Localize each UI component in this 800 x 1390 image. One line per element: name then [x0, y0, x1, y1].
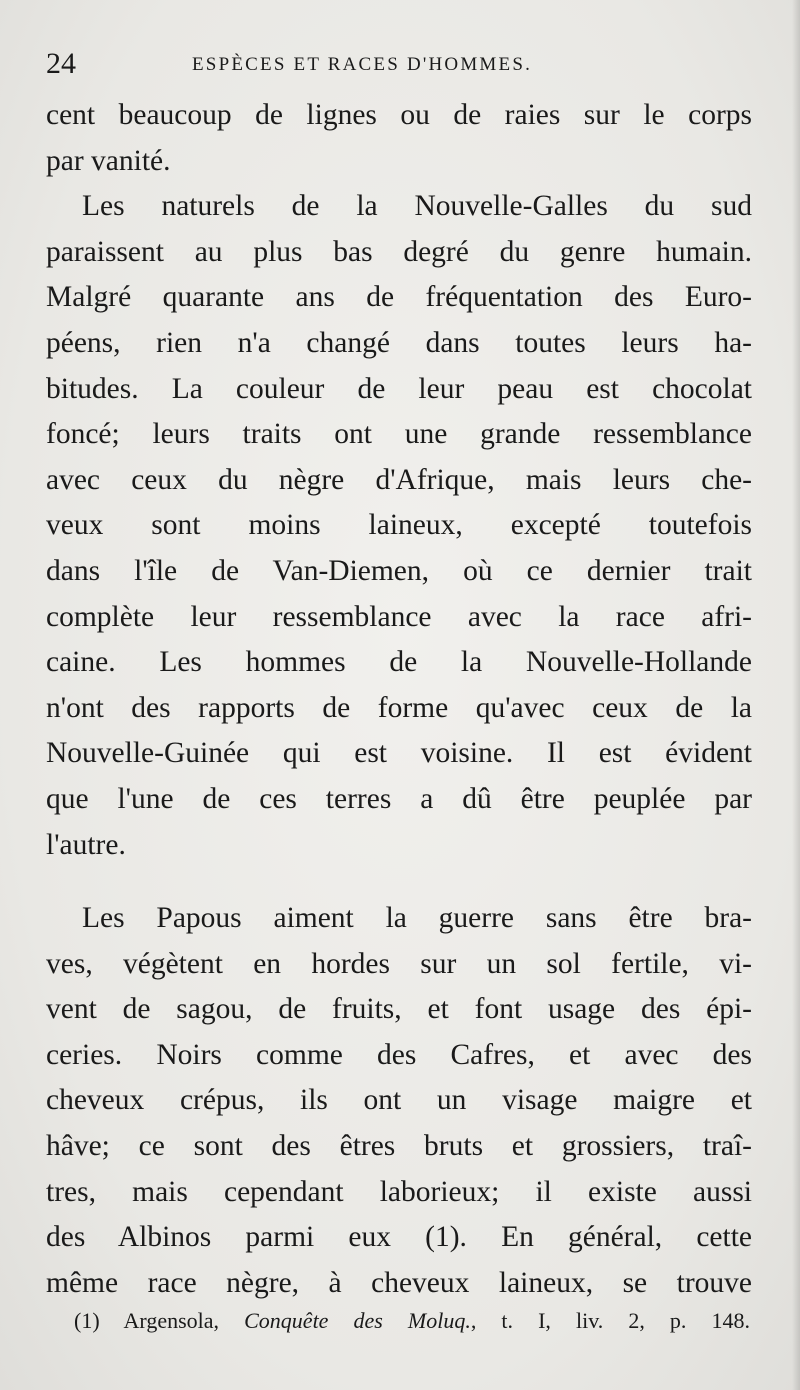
- text-line: complète leur ressemblance avec la race afri-: [46, 600, 752, 633]
- text-line: même race nègre, à cheveux laineux, se trouve: [46, 1266, 752, 1299]
- running-head: ESPÈCES ET RACES D'HOMMES.: [192, 54, 533, 75]
- text-line: caine. Les hommes de la Nouvelle-Hollande: [46, 646, 752, 679]
- text-line: cent beaucoup de lignes ou de raies sur le corps: [46, 99, 752, 131]
- text-line: que l'une de ces terres a dû être peuplée par: [46, 782, 752, 815]
- footnote-title: Conquête des Moluq.: [244, 1308, 471, 1333]
- paragraph-gap: [46, 868, 752, 896]
- text-line: hâve; ce sont des êtres bruts et grossiers, traî-: [46, 1130, 752, 1163]
- text-line: péens, rien n'a changé dans toutes leurs ha-: [46, 326, 752, 359]
- text-line: avec ceux du nègre d'Afrique, mais leurs che-: [46, 463, 752, 496]
- body-text: [46, 93, 752, 1306]
- footnote-marker: (1): [74, 1308, 100, 1333]
- footnote-reference: , t. I, liv. 2, p. 148.: [470, 1308, 750, 1333]
- text-line: Malgré quarante ans de fréquentation des Euro-: [46, 281, 752, 314]
- text-line: paraissent au plus bas degré du genre humain.: [46, 235, 752, 268]
- text-line: tres, mais cependant laborieux; il existe aussi: [46, 1175, 752, 1208]
- text-line: ves, végètent en hordes sur un sol fertile, vi-: [46, 947, 752, 980]
- text-line: Les naturels de la Nouvelle-Galles du sud: [82, 190, 752, 223]
- text-line: ceries. Noirs comme des Cafres, et avec des: [46, 1038, 752, 1071]
- text-line: par vanité.: [46, 144, 171, 177]
- text-line: n'ont des rapports de forme qu'avec ceux de la: [46, 691, 752, 724]
- footnote-author: Argensola,: [123, 1308, 220, 1333]
- text-line: des Albinos parmi eux (1). En général, cette: [46, 1221, 752, 1254]
- text-line: bitudes. La couleur de leur peau est chocolat: [46, 372, 752, 405]
- footnote: [74, 1306, 750, 1336]
- text-line: dans l'île de Van-Diemen, où ce dernier trait: [46, 554, 752, 587]
- text-line: vent de sagou, de fruits, et font usage des épi-: [46, 993, 752, 1026]
- text-line: cheveux crépus, ils ont un visage maigre et: [46, 1084, 752, 1117]
- text-line: Nouvelle-Guinée qui est voisine. Il est évident: [46, 737, 752, 770]
- text-line: l'autre.: [46, 828, 126, 861]
- text-line: veux sont moins laineux, excepté toutefois: [46, 509, 752, 542]
- page-header: [46, 44, 752, 84]
- page-edge-shadow: [792, 0, 800, 1390]
- text-line: foncé; leurs traits ont une grande ressemblance: [46, 418, 752, 451]
- text-line: Les Papous aiment la guerre sans être bra-: [82, 902, 752, 935]
- page-number: 24: [46, 47, 76, 80]
